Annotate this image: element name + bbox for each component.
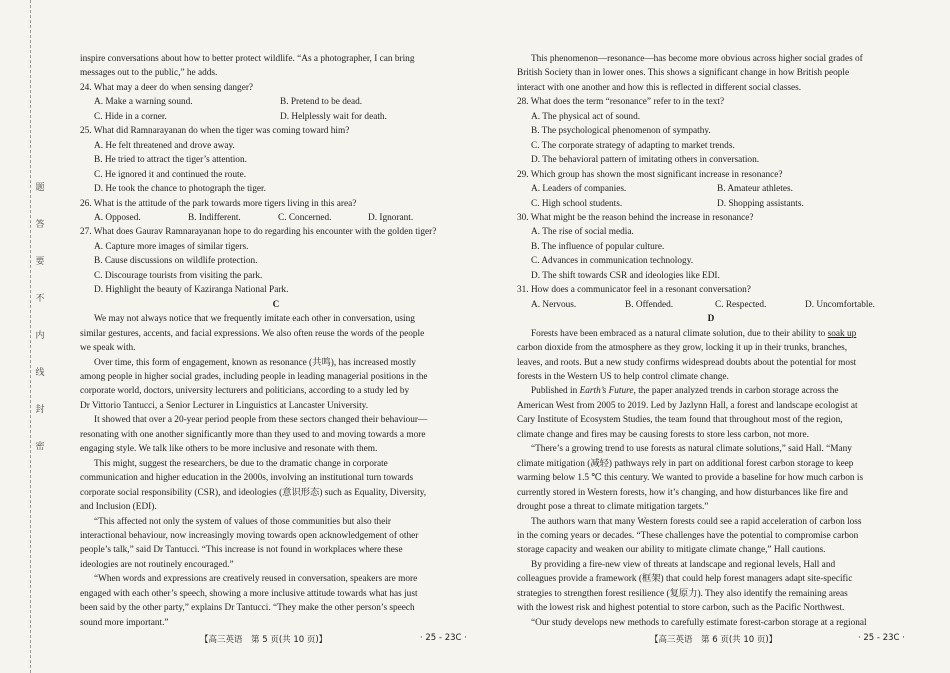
option-c[interactable]: C. High school students.: [531, 198, 623, 209]
paragraph-line: “There’s a growing trend to use forests as natural climate solutions,” said Hall. “Many: [531, 444, 852, 455]
text-span: , the paper analyzed trends in carbon storage across the: [633, 386, 839, 397]
paragraph-line: Dr Vittorio Tantucci, a Senior Lecturer in Linguistics at Lancaster University.: [80, 400, 369, 411]
option-d[interactable]: D. He took the chance to photograph the tiger.: [94, 184, 266, 195]
paragraph-line: we speak with.: [80, 343, 136, 354]
intro-line: British Society than in lower ones. This shows a significant change in how British people: [517, 68, 850, 79]
question-24-options: [80, 95, 472, 109]
intro-line: This phenomenon—resonance—has become more obvious across higher social grades of: [531, 54, 863, 64]
text-span: Published in: [531, 386, 580, 397]
option-d[interactable]: D. Uncomfortable.: [805, 299, 875, 310]
seal-char: 封: [35, 405, 45, 415]
option-b[interactable]: B. Cause discussions on wildlife protection.: [94, 256, 258, 267]
intro-line: messages out to the public,” he adds.: [80, 68, 218, 79]
paragraph-line: sound more important.”: [80, 617, 169, 628]
option-c[interactable]: C. Advances in communication technology.: [531, 256, 694, 267]
paragraph-line: By providing a fire-new view of threats at landscape and regional levels, Hall and: [531, 559, 836, 570]
passage-d: [517, 442, 905, 630]
paragraph-line: storage capacity and weaken our ability to mitigate climate change,” Hall cautions.: [517, 545, 826, 556]
option-a[interactable]: A. The rise of social media.: [531, 227, 634, 238]
option-c[interactable]: C. Respected.: [715, 299, 767, 310]
option-b[interactable]: B. Amateur athletes.: [717, 184, 793, 195]
option-a[interactable]: A. Make a warning sound.: [94, 97, 193, 108]
paragraph-line: currently stored in Western forests, how it’s changing, and how disturbances like fire and: [517, 487, 848, 498]
option-b[interactable]: B. Pretend to be dead.: [280, 97, 363, 108]
option-b[interactable]: B. He tried to attract the tiger’s attention.: [94, 155, 247, 166]
paragraph-line: “When words and expressions are creatively reused in conversation, speakers are more: [94, 574, 418, 585]
option-c[interactable]: C. He ignored it and continued the route.: [94, 169, 247, 180]
seal-char: 密: [35, 442, 45, 452]
question-31-options: [517, 298, 905, 312]
intro-line: interact with one another and how this is reflected in different social classes.: [517, 82, 802, 93]
text-span: Forests have been embraced as a natural climate solution, due to their ability to: [531, 328, 828, 339]
paragraph-line: people’s talk,” said Dr Tantucci. “This increase is not found in workplaces where these: [80, 545, 403, 556]
option-c[interactable]: C. The corporate strategy of adapting to market trends.: [531, 140, 735, 151]
option-b[interactable]: B. Indifferent.: [188, 212, 241, 223]
option-c[interactable]: C. Concerned.: [278, 212, 332, 223]
page-5-column: [80, 52, 472, 630]
page-5-code: · 25 - 23C ·: [420, 633, 467, 643]
paragraph-line: This might, suggest the researchers, be due to the dramatic change in corporate: [94, 458, 388, 469]
section-d-heading: D: [707, 314, 715, 325]
paragraph-line: engaging style. We talk like others to be more inclusive and resonate with them.: [80, 444, 378, 455]
option-d[interactable]: D. Shopping assistants.: [717, 198, 804, 209]
paragraph-line: among people in higher social grades, including people in leading managerial positions in the: [80, 371, 428, 382]
page-6-column: [517, 52, 905, 630]
paragraph-line: corporate world, doctors, university lecturers and politicians, according to a study led by: [80, 386, 410, 397]
seal-char: 线: [35, 368, 45, 378]
paragraph-line: with the lowest risk and highest potential to store carbon, such as the Pacific Northwest.: [517, 603, 845, 614]
seal-char: 不: [35, 294, 45, 304]
question-25-stem: 25. What did Ramnarayanan do when the tiger was coming toward him?: [80, 126, 350, 137]
question-24-options: [80, 110, 472, 124]
seal-line-notice: [33, 180, 47, 452]
underlined-phrase: soak up: [827, 328, 857, 339]
paragraph-line: Cary Institute of Ecosystem Studies, the team found that throughout most of the region,: [517, 415, 843, 426]
paragraph-line: [517, 327, 905, 341]
question-30-stem: 30. What might be the reason behind the increase in resonance?: [517, 212, 754, 223]
passage-c: [80, 312, 472, 630]
option-a[interactable]: A. Nervous.: [531, 299, 577, 310]
seal-char: 题: [35, 183, 45, 193]
paragraph-line: Over time, this form of engagement, known as resonance (共鸣), has increased mostly: [94, 357, 416, 368]
paragraph-line: in the coming years or decades. “These challenges have the potential to compromise carbon: [517, 530, 859, 541]
option-d[interactable]: D. The shift towards CSR and ideologies like EDI.: [531, 270, 720, 281]
intro-line: inspire conversations about how to better protect wildlife. “As a photographer, I can bring: [80, 54, 415, 64]
option-b[interactable]: B. The influence of popular culture.: [531, 241, 665, 252]
option-d[interactable]: D. The behavioral pattern of imitating others in conversation.: [531, 155, 760, 166]
option-c[interactable]: C. Hide in a corner.: [94, 111, 167, 122]
paragraph-line: similar gestures, accents, and facial expressions. We also often reuse the words of the people: [80, 328, 425, 339]
page-5-footer: 【高三英语 第 5 页(共 10 页)】: [200, 635, 328, 645]
binding-margin: [0, 0, 31, 673]
paragraph-line: engaged with each other’s speech, showing a more inclusive attitude towards what has just: [80, 588, 418, 599]
paragraph-line: corporate social responsibility (CSR), and ideologies (意识形态) such as Equality, Diversity,: [80, 487, 427, 498]
paragraph-line: been said by the other party,” explains Dr Tantucci. “They make the other person’s speech: [80, 603, 415, 614]
page-6-footer: 【高三英语 第 6 页(共 10 页)】: [650, 635, 778, 645]
seal-char: 内: [35, 331, 45, 341]
paragraph-line: [517, 384, 905, 398]
paragraph-line: colleagues provide a framework (框架) that could help forest managers adapt site-specific: [517, 574, 853, 585]
paragraph-line: climate mitigation (减轻) pathways rely in part on additional forest carbon storage to keep: [517, 458, 854, 469]
question-29-options: [517, 182, 905, 196]
seal-char: 答: [35, 220, 45, 230]
paragraph-line: and Inclusion (EDI).: [80, 502, 157, 513]
question-28-stem: 28. What does the term “resonance” refer to in the text?: [517, 97, 725, 108]
paragraph-line: drought pose a threat to climate mitigation targets.”: [517, 502, 709, 513]
option-d[interactable]: D. Helplessly wait for death.: [280, 111, 387, 122]
paragraph-line: resonating with one another significantly more than they used to and moving towards a more: [80, 429, 426, 440]
paragraph-line: It showed that over a 20-year period people from these sectors changed their behaviour—: [94, 415, 428, 426]
option-a[interactable]: A. He felt threatened and drove away.: [94, 140, 235, 151]
option-a[interactable]: A. Capture more images of similar tigers.: [94, 241, 249, 252]
question-26-stem: 26. What is the attitude of the park towards more tigers living in this area?: [80, 198, 357, 209]
question-24-stem: 24. What may a deer do when sensing danger?: [80, 82, 254, 93]
paragraph-line: We may not always notice that we frequently imitate each other in conversation, using: [94, 314, 415, 325]
option-c[interactable]: C. Discourage tourists from visiting the park.: [94, 270, 263, 281]
option-b[interactable]: B. Offended.: [625, 299, 674, 310]
paragraph-line: strategies to strengthen forest resilience (复原力). They also identify the remaining areas: [517, 588, 848, 599]
paragraph-line: The authors warn that many Western forests could see a rapid acceleration of carbon loss: [531, 516, 862, 527]
paragraph-line: climate change and fires may be causing forests to store less carbon, not more.: [517, 429, 809, 440]
option-d[interactable]: D. Ignorant.: [368, 212, 414, 223]
option-a[interactable]: A. The physical act of sound.: [531, 111, 641, 122]
option-a[interactable]: A. Leaders of companies.: [531, 184, 627, 195]
question-31-stem: 31. How does a communicator feel in a resonant conversation?: [517, 285, 751, 296]
paragraph-line: carbon dioxide from the atmosphere as they grow, locking it up in their trunks, branches,: [517, 343, 848, 354]
journal-title: Earth’s Future: [579, 386, 634, 397]
question-29-stem: 29. Which group has shown the most significant increase in resonance?: [517, 169, 783, 180]
question-27-stem: 27. What does Gaurav Ramnarayanan hope to do regarding his encounter with the golden tiger?: [80, 227, 437, 238]
option-b[interactable]: B. The psychological phenomenon of sympathy.: [531, 126, 711, 137]
page-6-code: · 25 - 23C ·: [858, 633, 905, 643]
question-29-options: [517, 197, 905, 211]
seal-char: 要: [35, 257, 45, 267]
paragraph-line: communication and higher education in the 2000s, involving an institutional turn towards: [80, 473, 414, 484]
option-d[interactable]: D. Highlight the beauty of Kaziranga National Park.: [94, 285, 289, 296]
question-26-options: [80, 211, 472, 225]
paragraph-line: interactional behaviour, now increasingly moving towards open acknowledgement of other: [80, 530, 419, 541]
paragraph-line: American West from 2005 to 2019. Led by Jazlynn Hall, a forest and landscape ecologist at: [517, 400, 858, 411]
paragraph-line: “This affected not only the system of values of those communities but also their: [94, 516, 392, 527]
paragraph-line: ideologies are not routinely encouraged.”: [80, 559, 234, 570]
paragraph-line: “Our study develops new methods to carefully estimate forest-carbon storage at a regional: [531, 617, 867, 628]
option-a[interactable]: A. Opposed.: [94, 212, 141, 223]
paragraph-line: forests in the Western US to help control climate change.: [517, 371, 729, 382]
paragraph-line: leaves, and roots. But a new study confirms widespread doubts about the potential for most: [517, 357, 857, 368]
section-c-heading: C: [272, 299, 280, 310]
paragraph-line: warming below 1.5 ℃ this century. We wanted to provide a baseline for how much carbon is: [517, 473, 864, 484]
